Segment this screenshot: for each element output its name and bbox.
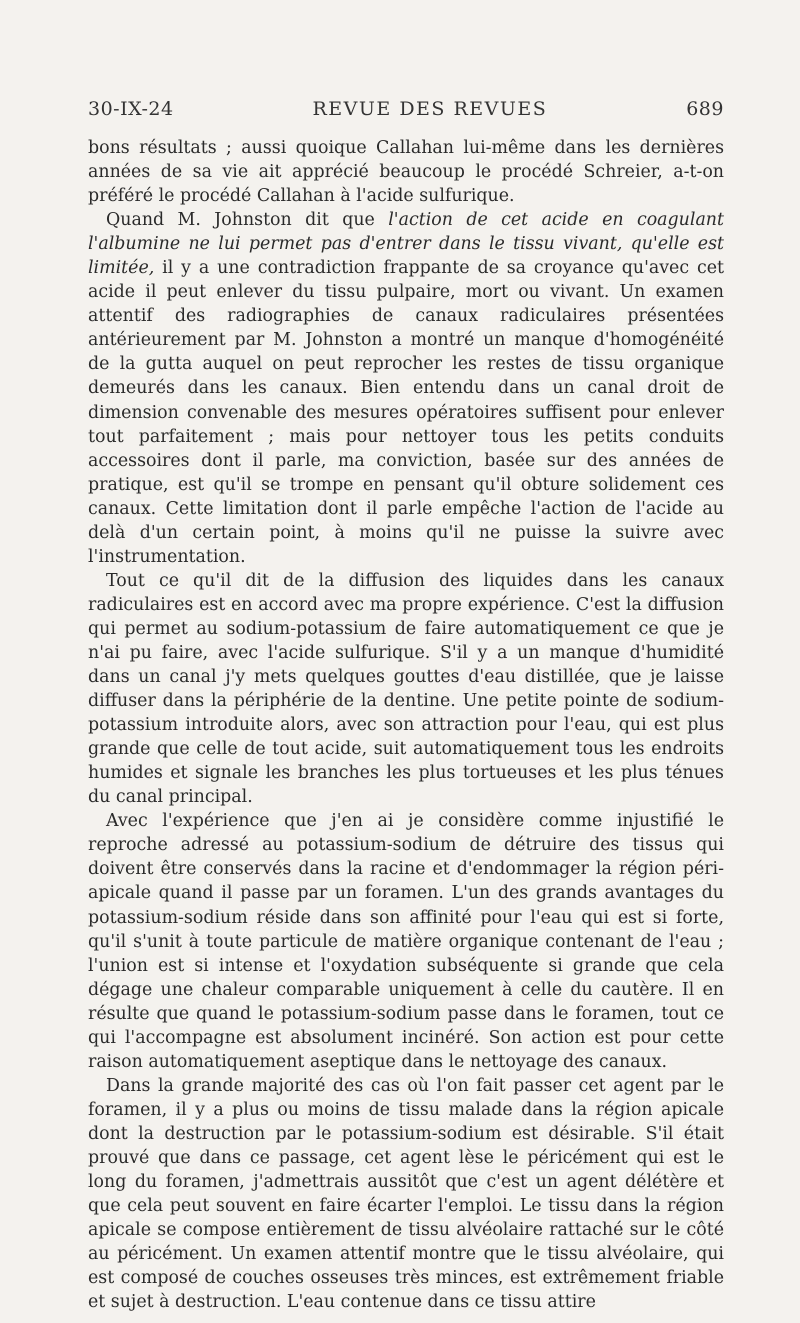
journal-title: REVUE DES REVUES (312, 98, 548, 120)
paragraph-text: Dans la grande majorité des cas où l'on fait passer cet agent par le foramen, il y a plus ou moins de tissu malade dans la région apicale dont la destruction par le potassium-sodium est désirable. S'il était prouvé que dans ce passage, cet agent lèse le péricément qui est le long du foramen, j'admettrais aussitôt que c'est un agent délétère et que cela peut souvent en faire écarter l'emploi. Le tissu dans la région apicale se compose entièrement de tissu alvéolaire rattaché sur le côté au péricément. Un examen attentif montre que le tissu alvéolaire, qui est composé de couches osseuses très minces, est extrêmement friable et sujet à destruction. L'eau contenue dans ce tissu attire (88, 1075, 724, 1313)
page-number: 689 (686, 98, 724, 120)
paragraph-text: Tout ce qu'il dit de la diffusion des liquides dans les canaux radiculaires est en accord avec ma propre expérience. C'est la diffusion qui permet au sodium-potassium de faire automatiquement ce que je n'ai pu faire, avec l'acide sulfurique. S'il y a un manque d'humidité dans un canal j'y mets quelques gouttes d'eau distillée, que je laisse diffuser dans la périphérie de la dentine. Une petite pointe de sodium-potassium introduite alors, avec son attraction pour l'eau, qui est plus grande que celle de tout acide, suit automatiquement tous les endroits humides et signale les branches les plus tortueuses et les plus ténues du canal principal. (88, 570, 724, 808)
paragraph-4 (88, 809, 724, 1074)
document-page (88, 98, 724, 1314)
paragraph-text: Avec l'expérience que j'en ai je considère comme injustifié le reproche adressé au potassium-sodium de détruire des tissus qui doivent être conservés dans la racine et d'endommager la région péri-apicale quand il passe par un foramen. L'un des grands avantages du potassium-sodium réside dans son affinité pour l'eau qui est si forte, qu'il s'unit à toute particule de matière organique contenant de l'eau ; l'union est si intense et l'oxydation subséquente si grande que cela dégage une chaleur comparable uniquement à celle du cautère. Il en résulte que quand le potassium-sodium passe dans le foramen, tout ce qui l'accompagne est absolument incinéré. Son action est pour cette raison automatiquement aseptique dans le nettoyage des canaux. (88, 811, 724, 1072)
article-body (88, 136, 724, 1314)
paragraph-2 (88, 208, 724, 569)
header-date: 30-IX-24 (88, 98, 174, 120)
paragraph-text: Quand M. Johnston dit que (106, 210, 389, 231)
quoted-italic-text: l'action de cet acide en coagulant l'albumine ne lui permet pas d'entrer dans le tissu vivant, qu'elle est limitée, (88, 210, 724, 279)
paragraph-5 (88, 1074, 724, 1314)
running-header (88, 98, 724, 120)
paragraph-text: il y a une contradiction frappante de sa croyance qu'avec cet acide il peut enlever du tissu pulpaire, mort ou vivant. Un examen attentif des radiographies de canaux radiculaires présentées antérieurement par M. Johnston a montré un manque d'homogénéité de la gutta auquel on peut reprocher les restes de tissu organique demeurés dans les canaux. Bien entendu dans un canal droit de dimension convenable des mesures opératoires suffisent pour enlever tout parfaitement ; mais pour nettoyer tous les petits conduits accessoires dont il parle, ma conviction, basée sur des années de pratique, est qu'il se trompe en pensant qu'il obture solidement ces canaux. Cette limitation dont il parle empêche l'action de l'acide au delà d'un certain point, à moins qu'il ne puisse la suivre avec l'instrumentation. (88, 258, 724, 567)
paragraph-1 (88, 136, 724, 208)
paragraph-3 (88, 569, 724, 809)
paragraph-text: bons résultats ; aussi quoique Callahan lui-même dans les dernières années de sa vie ait apprécié beaucoup le procédé Schreier, a-t-on préféré le procédé Callahan à l'acide sulfurique. (88, 138, 724, 207)
